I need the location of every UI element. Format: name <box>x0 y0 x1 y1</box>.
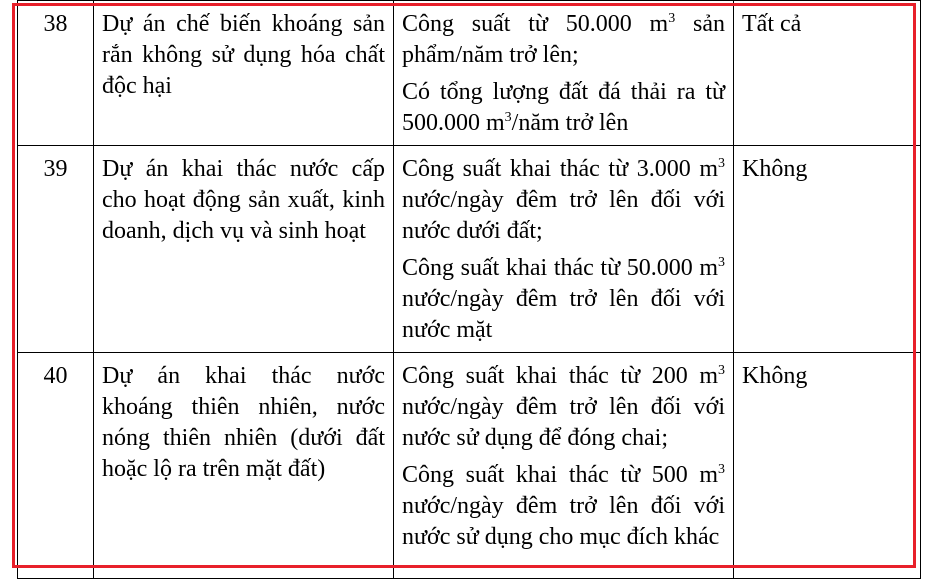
table-row <box>18 353 921 579</box>
regulation-table <box>17 0 921 579</box>
capacity-criteria-cell <box>394 1 734 146</box>
project-type-cell: Dự án khai thác nước cấp cho hoạt động sản xuất, kinh doanh, dịch vụ và sinh hoạt <box>94 146 394 353</box>
table-row <box>18 1 921 146</box>
applicability-cell: Tất cả <box>734 1 921 146</box>
project-type-cell: Dự án chế biến khoáng sản rắn không sử dụng hóa chất độc hại <box>94 1 394 146</box>
applicability-cell: Không <box>734 353 921 579</box>
row-number-cell: 40 <box>18 353 94 579</box>
row-number-cell: 39 <box>18 146 94 353</box>
table-row <box>18 146 921 353</box>
criterion-text: Công suất khai thác từ 200 $m^3$ nước/ngày đêm trở lên đối với nước sử dụng để đóng chai; <box>402 363 725 451</box>
criterion-text: Công suất khai thác từ 500 $m^3$ nước/ngày đêm trở lên đối với nước sử dụng cho mục đích khác <box>402 462 725 550</box>
project-type-cell: Dự án khai thác nước khoáng thiên nhiên, nước nóng thiên nhiên (dưới đất hoặc lộ ra trên mặt đất) <box>94 353 394 579</box>
capacity-criteria-cell <box>394 146 734 353</box>
criterion-text: Công suất khai thác từ 50.000 $m^3$ nước/ngày đêm trở lên đối với nước mặt <box>402 255 725 343</box>
criterion-text: Công suất khai thác từ 3.000 $m^3$ nước/ngày đêm trở lên đối với nước dưới đất; <box>402 156 725 244</box>
row-number-cell: 38 <box>18 1 94 146</box>
applicability-cell: Không <box>734 146 921 353</box>
capacity-criteria-cell <box>394 353 734 579</box>
criterion-text: Công suất từ 50.000 $m^3$ sản phẩm/năm trở lên; <box>402 11 725 68</box>
criterion-text: Có tổng lượng đất đá thải ra từ 500.000 $m^3$/năm trở lên <box>402 79 725 136</box>
